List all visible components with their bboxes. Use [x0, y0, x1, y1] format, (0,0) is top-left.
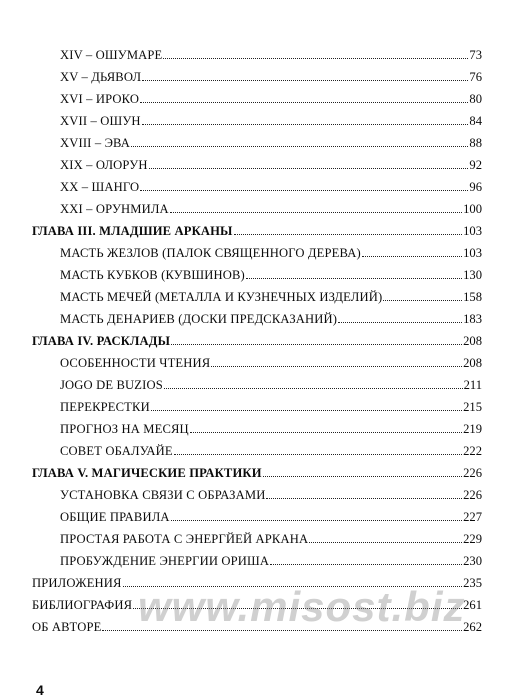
toc-entry-page: 158	[463, 290, 482, 304]
toc-entry-title: XVII – ОШУН	[60, 114, 141, 128]
toc-entry-page: 183	[463, 312, 482, 326]
toc-entry-title: ПЕРЕКРЕСТКИ	[60, 400, 150, 414]
toc-entry	[60, 44, 482, 62]
toc-entry-title: ОСОБЕННОСТИ ЧТЕНИЯ	[60, 356, 211, 370]
toc-entry	[60, 264, 482, 282]
toc-entry	[60, 110, 482, 128]
toc-entry	[60, 176, 482, 194]
dot-leader	[362, 256, 462, 257]
toc-entry-title: ПРОГНОЗ НА МЕСЯЦ	[60, 422, 189, 436]
toc-entry-title: УСТАНОВКА СВЯЗИ С ОБРАЗАМИ	[60, 488, 266, 502]
toc-entry	[60, 132, 482, 150]
toc-entry-title: МАСТЬ МЕЧЕЙ (МЕТАЛЛА И КУЗНЕЧНЫХ ИЗДЕЛИЙ)	[60, 290, 383, 304]
toc-entry	[60, 440, 482, 458]
dot-leader	[263, 476, 462, 477]
toc-entry-page: 96	[469, 180, 482, 194]
toc-entry-title: ПРОБУЖДЕНИЕ ЭНЕРГИИ ОРИША	[60, 554, 270, 568]
dot-leader	[270, 564, 462, 565]
toc-entry-title: СОВЕТ ОБАЛУАЙЕ	[60, 444, 173, 458]
toc-entry-page: 227	[463, 510, 482, 524]
toc-entry	[60, 66, 482, 84]
toc-entry-page: 211	[463, 378, 482, 392]
toc-entry	[60, 396, 482, 414]
dot-leader	[170, 212, 462, 213]
watermark: www.misost.biz	[138, 583, 466, 630]
toc-entry	[60, 418, 482, 436]
toc-chapter	[32, 462, 482, 480]
toc-entry-page: 230	[463, 554, 482, 568]
dot-leader	[131, 146, 468, 147]
toc-entry-page: 222	[463, 444, 482, 458]
toc-entry-page: 208	[463, 356, 482, 370]
toc-chapter-page: 103	[463, 224, 482, 238]
toc-entry	[60, 154, 482, 172]
dot-leader	[142, 80, 468, 81]
toc-chapter	[32, 330, 482, 348]
toc-chapter	[32, 220, 482, 238]
dot-leader	[266, 498, 462, 499]
toc-entry	[60, 308, 482, 326]
toc-chapter-title: ГЛАВА III. МЛАДШИЕ АРКАНЫ	[32, 224, 233, 238]
toc-section	[32, 594, 482, 612]
toc-chapter-title: ГЛАВА IV. РАСКЛАДЫ	[32, 334, 171, 348]
toc-section	[32, 616, 482, 634]
toc-entry-title: ОБЩИЕ ПРАВИЛА	[60, 510, 170, 524]
toc-entry-title: JOGO DE BUZIOS	[60, 378, 163, 392]
toc-entry	[60, 506, 482, 524]
toc-entry	[60, 374, 482, 392]
toc-section-page: 261	[463, 598, 482, 612]
toc-entry-page: 100	[463, 202, 482, 216]
toc-entry-page: 80	[469, 92, 482, 106]
toc-entry-title: XVI – ИРОКО	[60, 92, 140, 106]
dot-leader	[174, 454, 462, 455]
dot-leader	[123, 586, 463, 587]
toc-section	[32, 572, 482, 590]
toc-entry-page: 84	[469, 114, 482, 128]
toc-entry	[60, 352, 482, 370]
dot-leader	[309, 542, 462, 543]
toc-chapter-title: ГЛАВА V. МАГИЧЕСКИЕ ПРАКТИКИ	[32, 466, 262, 480]
toc-entry-title: XIV – ОШУМАРЕ	[60, 48, 163, 62]
toc-entry-title: XIX – ОЛОРУН	[60, 158, 148, 172]
toc-entry	[60, 528, 482, 546]
dot-leader	[163, 58, 468, 59]
toc-chapter-page: 208	[463, 334, 482, 348]
toc-entry-page: 76	[469, 70, 482, 84]
toc-entry	[60, 550, 482, 568]
toc-entry	[60, 484, 482, 502]
dot-leader	[133, 608, 462, 609]
dot-leader	[171, 344, 462, 345]
dot-leader	[171, 520, 462, 521]
dot-leader	[338, 322, 462, 323]
toc-entry-title: XV – ДЬЯВОЛ	[60, 70, 142, 84]
toc-entry-page: 88	[469, 136, 482, 150]
dot-leader	[190, 432, 462, 433]
toc-entry	[60, 242, 482, 260]
toc-entry-page: 92	[469, 158, 482, 172]
toc-entry-title: МАСТЬ ДЕНАРИЕВ (ДОСКИ ПРЕДСКАЗАНИЙ)	[60, 312, 338, 326]
toc-entry-title: МАСТЬ КУБКОВ (КУВШИНОВ)	[60, 268, 245, 282]
dot-leader	[211, 366, 462, 367]
dot-leader	[246, 278, 462, 279]
dot-leader	[383, 300, 462, 301]
dot-leader	[142, 124, 469, 125]
toc-entry	[60, 286, 482, 304]
toc-section-title: ОБ АВТОРЕ	[32, 620, 102, 634]
toc-chapter-page: 226	[463, 466, 482, 480]
dot-leader	[102, 630, 462, 631]
dot-leader	[149, 168, 469, 169]
toc-entry-title: МАСТЬ ЖЕЗЛОВ (ПАЛОК СВЯЩЕННОГО ДЕРЕВА)	[60, 246, 361, 260]
toc-entry-title: XX – ШАНГО	[60, 180, 140, 194]
toc-section-page: 235	[463, 576, 482, 590]
toc-entry-page: 130	[463, 268, 482, 282]
dot-leader	[151, 410, 462, 411]
dot-leader	[234, 234, 463, 235]
toc-entry	[60, 88, 482, 106]
toc-entry-page: 73	[469, 48, 482, 62]
toc-section-page: 262	[463, 620, 482, 634]
toc-entry-page: 229	[463, 532, 482, 546]
toc-entry-page: 103	[463, 246, 482, 260]
toc-entry-title: XVIII – ЭВА	[60, 136, 131, 150]
dot-leader	[140, 102, 468, 103]
dot-leader	[164, 388, 463, 389]
page-number: 4	[36, 682, 44, 698]
toc-entry-page: 215	[463, 400, 482, 414]
toc-entry	[60, 198, 482, 216]
toc-section-title: ПРИЛОЖЕНИЯ	[32, 576, 122, 590]
toc-entry-page: 226	[463, 488, 482, 502]
toc-section-title: БИБЛИОГРАФИЯ	[32, 598, 133, 612]
toc-entry-page: 219	[463, 422, 482, 436]
dot-leader	[140, 190, 468, 191]
toc-entry-title: ПРОСТАЯ РАБОТА С ЭНЕРГЙЕЙ АРКАНА	[60, 532, 309, 546]
toc-entry-title: XXI – ОРУНМИЛА	[60, 202, 169, 216]
